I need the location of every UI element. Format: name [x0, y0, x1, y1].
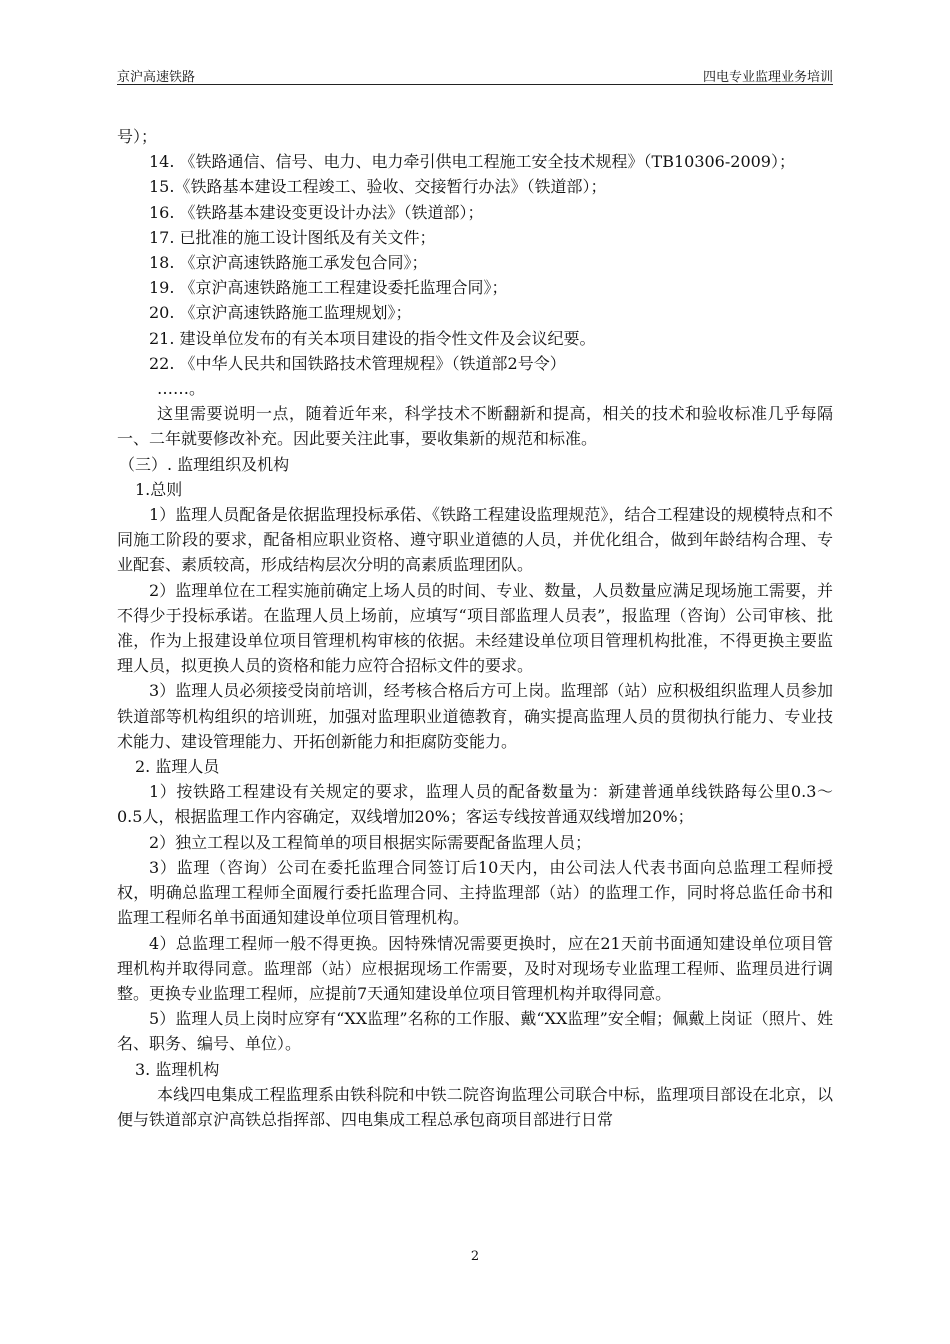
list-item: 18. 《京沪高速铁路施工承发包合同》；	[149, 253, 428, 273]
ellipsis-line: ……。	[157, 379, 206, 399]
subsection-heading: 3. 监理机构	[135, 1059, 220, 1079]
list-item: 20. 《京沪高速铁路施工监理规划》；	[149, 303, 412, 323]
paragraph: 这里需要说明一点，随着近年来，科学技术不断翻新和提高，相关的技术和验收标准几乎每隔一、二年就要修改补充。因此要关注此事，要收集新的规范和标准。	[117, 404, 833, 449]
list-item: 22. 《中华人民共和国铁路技术管理规程》（铁道部2号令）	[149, 353, 566, 373]
paragraph: 5）监理人员上岗时应穿有“XX监理”名称的工作服、戴“XX监理”安全帽；佩戴上岗证（照片、姓名、职务、编号、单位）。	[117, 1009, 833, 1054]
paragraph: 号）；	[117, 127, 158, 146]
paragraph: 4）总监理工程师一般不得更换。因特殊情况需要更换时，应在21天前书面通知建设单位项目管理机构并取得同意。监理部（站）应根据现场工作需要，及时对现场专业监理工程师、监理员进行调整。更换专业监理工程师，应提前7天通知建设单位项目管理机构并取得同意。	[117, 933, 833, 1003]
list-item: 17. 已批准的施工设计图纸及有关文件；	[149, 227, 436, 247]
list-item: 19. 《京沪高速铁路施工工程建设委托监理合同》；	[149, 278, 508, 298]
paragraph: 3）监理（咨询）公司在委托监理合同签订后10天内，由公司法人代表书面向总监理工程师授权，明确总监理工程师全面履行委托监理合同、主持监理部（站）的监理工作，同时将总监任命书和监理工程师名单书面通知建设单位项目管理机构。	[117, 857, 833, 928]
page-header	[117, 64, 833, 85]
document-body	[117, 124, 833, 1132]
header-right-title: 四电专业监理业务培训	[702, 70, 833, 85]
paragraph: 1）按铁路工程建设有关规定的要求，监理人员的配备数量为：新建普通单线铁路每公里0.3～0.5人，根据监理工作内容确定，双线增加20%；客运专线按普通双线增加20%；	[117, 782, 833, 827]
paragraph: 2）独立工程以及工程简单的项目根据实际需要配备监理人员；	[149, 832, 592, 852]
section-heading: （三）. 监理组织及机构	[119, 454, 290, 474]
list-item: 14. 《铁路通信、信号、电力、电力牵引供电工程施工安全技术规程》（TB10306-2009）；	[149, 152, 795, 172]
page-number: 2	[470, 1249, 480, 1264]
paragraph: 本线四电集成工程监理系由铁科院和中铁二院咨询监理公司联合中标，监理项目部设在北京，以便与铁道部京沪高铁总指挥部、四电集成工程总承包商项目部进行日常	[117, 1084, 833, 1129]
paragraph: 2）监理单位在工程实施前确定上场人员的时间、专业、数量，人员数量应满足现场施工需要，并不得少于投标承诺。在监理人员上场前，应填写“项目部监理人员表”，报监理（咨询）公司审核、批准，作为上报建设单位项目管理机构审核的依据。未经建设单位项目管理机构批准，不得更换主要监理人员，拟更换人员的资格和能力应符合招标文件的要求。	[117, 580, 833, 676]
list-item: 21. 建设单位发布的有关本项目建设的指令性文件及会议纪要。	[149, 328, 596, 348]
list-item: 15.《铁路基本建设工程竣工、验收、交接暂行办法》（铁道部）；	[149, 177, 607, 197]
paragraph: 1）监理人员配备是依据监理投标承偌、《铁路工程建设监理规范》，结合工程建设的规模特点和不同施工阶段的要求，配备相应职业资格、遵守职业道德的人员，并优化组合，做到年龄结构合理、专业配套、素质较高，形成结构层次分明的高素质监理团队。	[117, 505, 833, 575]
list-item: 16. 《铁路基本建设变更设计办法》（铁道部）；	[149, 202, 484, 222]
subsection-heading: 2. 监理人员	[135, 757, 220, 777]
subsection-heading: 1.总则	[135, 479, 183, 499]
paragraph: 3）监理人员必须接受岗前培训，经考核合格后方可上岗。监理部（站）应积极组织监理人员参加铁道部等机构组织的培训班，加强对监理职业道德教育，确实提高监理人员的贯彻执行能力、专业技术能力、建设管理能力、开拓创新能力和拒腐防变能力。	[117, 681, 833, 751]
header-left-title: 京沪高速铁路	[117, 70, 196, 85]
